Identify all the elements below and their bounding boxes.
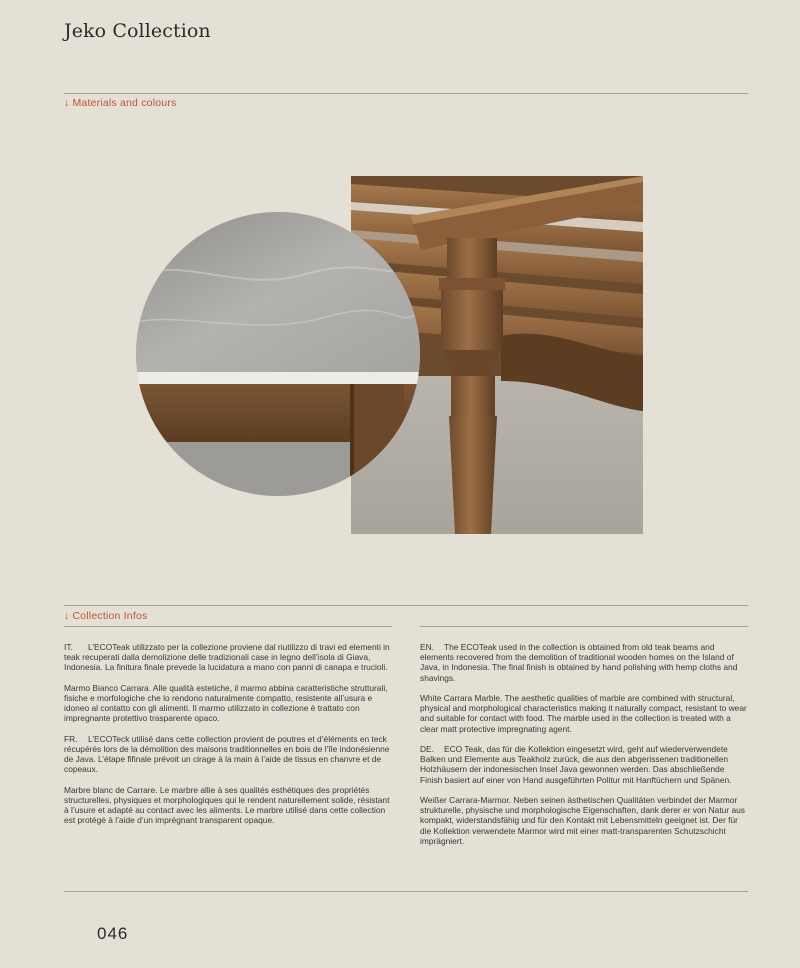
- paragraph-text: L’ECOTeak utilizzato per la collezione proviene dal riutilizzo di travi ed elementi in teak recuperati dalla demolizione delle tradizionali case in legno dell’isola di Giava, Indonesia. La finitura finale prevede la lucidatura a mano con panni di canapa e trucioli.: [64, 642, 390, 673]
- infos-divider-top: [64, 605, 748, 606]
- text-column-left: [64, 642, 392, 836]
- arrow-down-icon: ↓: [64, 610, 70, 622]
- bottom-divider: [64, 891, 748, 892]
- paragraph-de: [420, 744, 748, 785]
- lang-tag: EN.: [420, 642, 434, 652]
- paragraph-text: Marmo Bianco Carrara. Alle qualità estetiche, il marmo abbina caratteristiche strutturali, fisiche e morfologiche che lo rendono naturalmente compatto, resistente all’usura e idoneo al contatto con gli alimenti. Il marmo utilizzato in collezione è trattato con impregnante protettivo trasparente opaco.: [64, 682, 388, 724]
- paragraph-de-marble: [420, 795, 748, 846]
- text-column-right: [420, 642, 748, 856]
- lang-tag: DE.: [420, 744, 434, 754]
- lang-tag: FR.: [64, 733, 78, 744]
- paragraph-text: White Carrara Marble. The aesthetic qualities of marble are combined with structural, physical and morphological characteristics making it naturally compact, resistant to wear and suitable for contact with food. The marble used in the collection is treated with a clear matt protective impregnating agent.: [420, 693, 747, 734]
- paragraph-en: [420, 642, 748, 683]
- marble-swatch-illustration: [136, 212, 420, 496]
- page-number: 046: [97, 924, 129, 943]
- paragraph-fr: [64, 734, 392, 775]
- paragraph-text: Weißer Carrara-Marmor. Neben seinen ästhetischen Qualitäten verbindet der Marmor strukturelle, physische und morphologische Eigenschaften, dank derer er von Natur aus kompakt, widerstandsfähig und für den Kontakt mit Lebensmitteln geeignet ist. Der für die Kollektion verwendete Marmor wird mit einer matt-transparenten Schutzschicht imprägniert.: [420, 795, 745, 846]
- page-title: Jeko Collection: [64, 20, 211, 42]
- infos-divider-right: [420, 626, 748, 627]
- paragraph-fr-marble: [64, 785, 392, 826]
- materials-label-text: Materials and colours: [72, 97, 177, 109]
- paragraph-text: L’ECOTeck utilisé dans cette collection provient de poutres et d’éléments en teck récupérés lors de la démolition des maisons traditionnelles en bois de l’île indonésienne de Java. L’étape fifinale prévoit un cirage à la main à l’aide de tissus en chanvre et de copeaux.: [64, 733, 390, 775]
- infos-section-label: [64, 610, 147, 622]
- paragraph-text: ECO Teak, das für die Kollektion eingesetzt wird, geht auf wiederverwendete Balken und Elemente aus Teakholz zurück, die aus den abgerissenen traditionellen Holzhäusern der indonesischen Insel Java gewonnen werden. Das abschließende Finish basiert auf einer von Hand ausgeführten Politur mit Hanftüchern und Spänen.: [420, 744, 732, 785]
- infos-divider-left: [64, 626, 392, 627]
- marble-swatch-photo: [136, 212, 420, 496]
- top-divider: [64, 93, 748, 94]
- lang-tag: IT.: [64, 642, 73, 652]
- paragraph-it: [64, 642, 392, 673]
- materials-section-label: [64, 97, 176, 109]
- arrow-down-icon: ↓: [64, 97, 70, 109]
- paragraph-text: Marbre blanc de Carrare. Le marbre allie à ses qualités esthétiques des propriétés structurelles, physiques et morphologiques qui le rendent naturellement solide, résistant à l’usure et adapté au contact avec les aliments. Le marbre utilisé dans cette collection est protégé à l’aide d’un imprégnant transparent opaque.: [64, 784, 390, 826]
- infos-label-text: Collection Infos: [72, 610, 148, 622]
- paragraph-text: The ECOTeak used in the collection is obtained from old teak beams and elements recovered from the demolition of traditional wooden homes on the Island of Java, in Indonesia. The final finish is obtained by hand polishing with hemp cloths and shavings.: [420, 642, 738, 683]
- paragraph-it-marble: [64, 683, 392, 724]
- paragraph-en-marble: [420, 693, 748, 734]
